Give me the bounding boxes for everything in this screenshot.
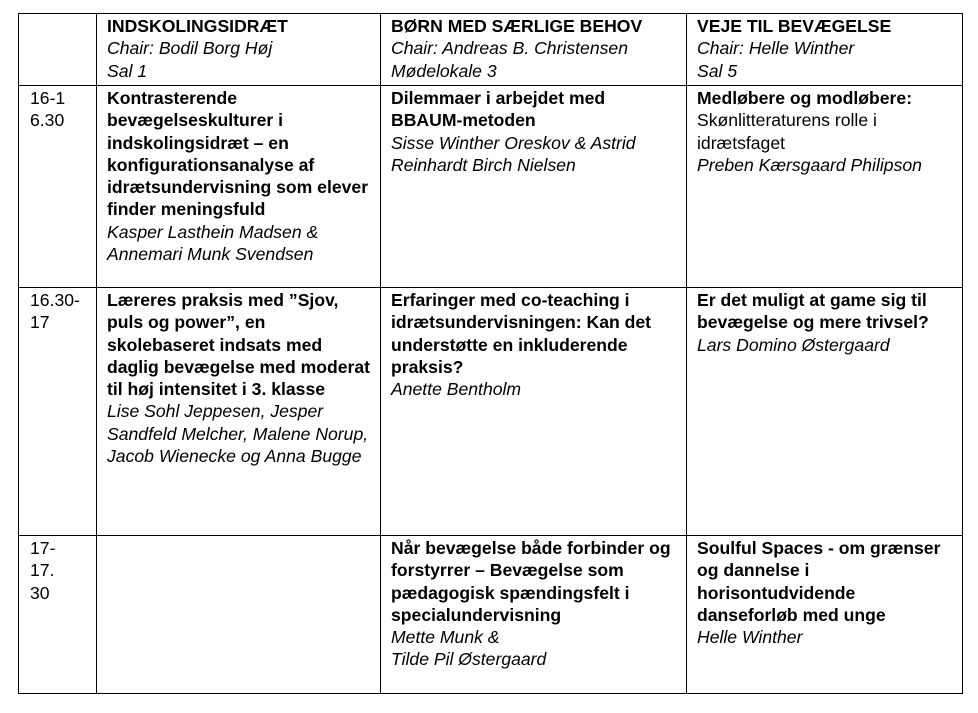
track-header-2: [381, 14, 687, 86]
session-authors: Preben Kærsgaard Philipson: [697, 154, 922, 175]
session-title: Når bevægelse både forbinder og forstyrrer – Bevægelse som pædagogisk spændingsfelt i specialundervisning: [391, 538, 671, 625]
session-cell: [97, 86, 381, 288]
session-cell: [381, 86, 687, 288]
session-authors: Helle Winther: [697, 627, 803, 648]
session-cell: [687, 536, 963, 694]
time-label: 16.30-17: [30, 290, 80, 333]
session-authors: Mette Munk &: [391, 627, 500, 648]
time-label: 16-16.30: [30, 88, 66, 131]
session-cell-empty: [97, 536, 381, 694]
track-name: VEJE TIL BEVÆGELSE: [697, 16, 892, 36]
session-title: Dilemmaer i arbejdet med BBAUM-metoden: [391, 88, 606, 131]
track-chair: Chair: Bodil Borg Høj: [107, 38, 273, 59]
track-header-1: [97, 14, 381, 86]
time-label: 17-17.30: [30, 538, 56, 603]
session-authors-cont: Tilde Pil Østergaard: [391, 649, 547, 670]
time-slot: [19, 288, 97, 536]
session-authors: Lise Sohl Jeppesen, Jesper Sandfeld Melcher, Malene Norup, Jacob Wienecke og Anna Bugge: [107, 401, 369, 467]
session-title: Soulful Spaces - om grænser og dannelse i horisontudvidende danseforløb med unge: [697, 538, 941, 625]
track-room: Sal 5: [697, 60, 738, 81]
session-cell: [687, 288, 963, 536]
corner-cell: [19, 14, 97, 86]
track-name: INDSKOLINGSIDRÆT: [107, 16, 288, 36]
session-title: Er det muligt at game sig til bevægelse og mere trivsel?: [697, 290, 929, 333]
session-title: Erfaringer med co-teaching i idrætsundervisningen: Kan det understøtte en inkluderende praksis?: [391, 290, 652, 377]
session-authors: Anette Bentholm: [391, 379, 522, 400]
session-cell: [687, 86, 963, 288]
header-row: [19, 14, 963, 86]
track-room: Mødelokale 3: [391, 60, 497, 81]
session-title: Medløbere og modløbere:: [697, 88, 913, 108]
table-row: [19, 536, 963, 694]
track-chair: Chair: Helle Winther: [697, 38, 855, 59]
session-subtitle: Skønlitteraturens rolle i idrætsfaget: [697, 110, 877, 153]
track-chair: Chair: Andreas B. Christensen: [391, 38, 628, 59]
time-slot: [19, 536, 97, 694]
session-authors: Lars Domino Østergaard: [697, 334, 890, 355]
program-table: [18, 13, 963, 694]
session-title: Kontrasterende bevægelseskulturer i indskolingsidræt – en konfigurationsanalyse af idrætsundervisning som elever finder meningsfuld: [107, 88, 369, 220]
track-name: BØRN MED SÆRLIGE BEHOV: [391, 16, 643, 36]
track-header-3: [687, 14, 963, 86]
time-slot: [19, 86, 97, 288]
session-authors: Sisse Winther Oreskov & Astrid Reinhardt Birch Nielsen: [391, 132, 636, 175]
session-cell: [381, 536, 687, 694]
session-title: Læreres praksis med ”Sjov, puls og power”, en skolebaseret indsats med daglig bevægelse med moderat til høj intensitet i 3. klasse: [107, 290, 371, 400]
track-room: Sal 1: [107, 60, 148, 81]
table-row: [19, 86, 963, 288]
table-row: [19, 288, 963, 536]
session-authors: Kasper Lasthein Madsen & Annemari Munk Svendsen: [107, 221, 319, 265]
session-cell: [97, 288, 381, 536]
session-cell: [381, 288, 687, 536]
